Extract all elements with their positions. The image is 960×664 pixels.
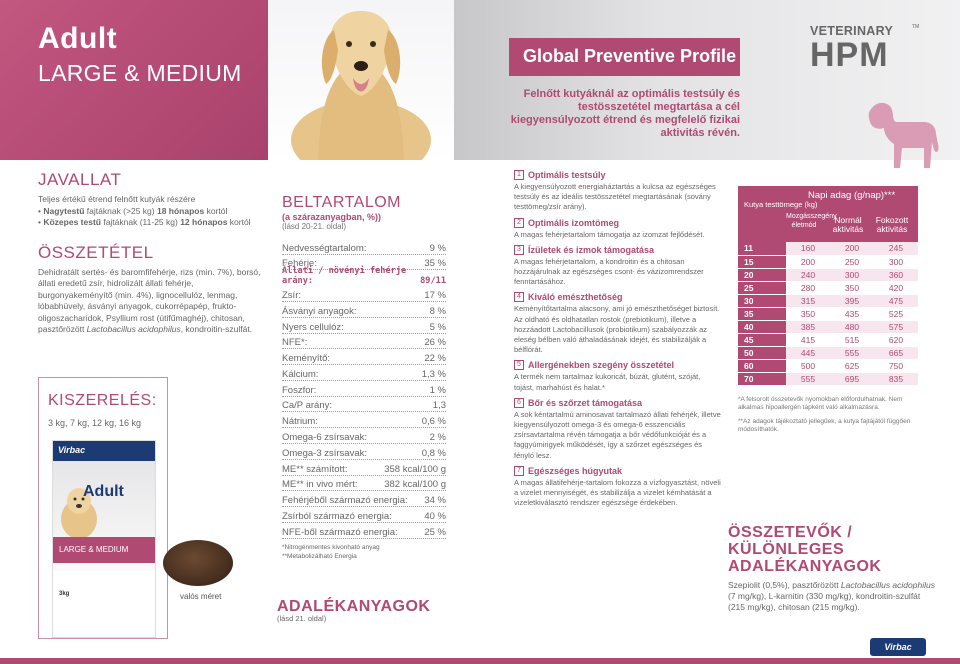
nutrient-row [282,428,446,444]
feeding-table-header [738,186,918,242]
col-norm: Normál aktivitás [832,215,864,234]
nutrient-row [282,318,446,334]
col-napi: Napi adag (g/nap)*** [808,190,896,201]
benefit-number: 5 [514,360,524,370]
profile-description: Felnőtt kutyáknál az optimális testsúly és testösszetétel megtartása a cél kiegyensúlyozott étrend és megfelelő fizikai aktivitás révén. [510,88,740,139]
benefit-title-text: Optimális testsúly [528,170,606,180]
bag-brand: Virbac [58,445,86,455]
nutrient-row [282,507,446,523]
ration-cell: 625 [830,359,874,372]
product-subtitle: LARGE & MEDIUM [38,60,242,86]
osszetevok-text: Szepiolit (0,5%), pasztőrözött Lactobacillus acidophilus (7 mg/kg), L-karnitin (330 mg/kg), kondroitin-szulfát (215 mg/kg), chitosan (215 mg/kg). [728,580,935,612]
nutrient-row [282,381,446,397]
large-dog-silhouette-icon [866,100,942,172]
ration-cell: 245 [874,242,918,255]
ration-cell: 500 [786,359,830,372]
table-note-2: **Az adagok tájékoztató jellegűek, a kutya fajtájától függően módosíthatók. [738,418,911,433]
nutrient-row [282,492,446,508]
nutrient-label: NFE-ből származó energia: [282,526,398,538]
beltartalom-heading: BELTARTALOM [282,194,402,211]
nutrient-label: Nyers cellulóz: [282,321,344,333]
ration-cell: 280 [786,281,830,294]
svg-text:TM: TM [912,24,920,30]
kiszereles-heading: KISZERELÉS: [48,392,157,409]
osszetetel-text: Dehidratált sertés- és baromfifehérje, rizs (min. 7%), borsó, állati eredetű zsír, hidrolizált állati fehérje, burgonyakeményítő (min. 4%), lignocellulóz, lenmag, lóbabhüvely, ásványi anyagok, cukorrépapép, frukto-oligoszacharidok, Psyllium rost (útifűmaghéj), chitosan, pasztőrözött Lactobacillus acidophilus, kondroitin-szulfát. [38,266,261,334]
ration-cell: 420 [874,281,918,294]
nutrient-label: Foszfor: [282,384,317,396]
veterinary-hpm-logo [808,22,920,68]
nutrient-value: 358 kcal/100 g [384,463,446,475]
ration-cell: 200 [830,242,874,255]
weight-cell: 11 [738,242,786,255]
nutrient-value: 22 % [424,353,446,365]
bag-weight: 3kg [59,591,70,597]
benefits-column [514,170,722,508]
ration-cell: 350 [830,281,874,294]
benefit-title-text: Allergénekben szegény összetétel [528,360,675,371]
ration-cell: 750 [874,359,918,372]
ration-cell: 350 [786,307,830,320]
nutrient-row [282,239,446,255]
nutrient-value: 0,8 % [421,447,446,459]
beltartalom-sub: (a szárazanyagban, %)) [282,212,382,222]
benefit-title-text: Egészséges húgyutak [528,465,623,476]
ration-cell: 475 [874,294,918,307]
nutrient-value: 25 % [424,526,446,538]
ration-cell: 665 [874,346,918,359]
product-bag-image [52,440,156,638]
title-panel [0,0,268,160]
feeding-row [738,320,918,333]
nutrient-label: Zsírból származó energia: [282,510,392,522]
ration-cell: 300 [874,255,918,268]
bag-size-label: LARGE & MEDIUM [59,545,129,554]
ration-cell: 415 [786,333,830,346]
col-mozg: Mozgásszegény életmód [786,213,837,229]
kibble-label: valós méret [180,592,222,601]
weight-cell: 20 [738,268,786,281]
nutrient-label: NFE*: [282,337,308,349]
feeding-row [738,242,918,255]
adalekanyagok-heading: ADALÉKANYAGOK [277,598,431,615]
ration-cell: 445 [786,346,830,359]
nutrient-label: Ásványi anyagok: [282,305,357,317]
golden-retriever-image [268,0,454,160]
ration-cell: 515 [830,333,874,346]
ration-cell: 385 [786,320,830,333]
feeding-row [738,307,918,320]
ration-cell: 555 [786,372,830,385]
nutrient-row [282,349,446,365]
col-kutya: Kutya testtömege (kg) [744,200,818,209]
nutrient-row [282,460,446,476]
nutrient-value: 34 % [424,495,446,507]
ration-cell: 575 [874,320,918,333]
feeding-row [738,281,918,294]
weight-cell: 30 [738,294,786,307]
nutrient-label: Nedvességtartalom: [282,242,367,254]
kiszereles-sizes: 3 kg, 7 kg, 12 kg, 16 kg [48,418,142,428]
ration-cell: 555 [830,346,874,359]
benefit-title-text: Optimális izomtömeg [528,217,620,228]
benefit-title [514,292,722,302]
bag-adult-title: Adult [83,483,124,500]
nutrient-value: 8 % [429,305,446,317]
benefit-number: 1 [514,170,524,180]
ration-cell: 395 [830,294,874,307]
nutrient-row [282,523,446,539]
benefit-title [514,360,722,370]
weight-cell: 50 [738,346,786,359]
nutrient-label: Fehérjéből származó energia: [282,495,408,507]
nutrient-row [282,302,446,318]
beltartalom-column [282,194,446,539]
benefit-title [514,398,722,408]
benefit-number: 3 [514,245,524,255]
weight-cell: 60 [738,359,786,372]
nutrient-label: Állati / növényi fehérje arány: [282,266,407,287]
nutrient-row [282,365,446,381]
benefit-text: A magas állatifehérje-tartalom fokozza a vízfogyasztást, növeli a vizelet mennyiségét, és stabilizálja a vizelet kémhatását a vizeletkiválasztó rendszer egészsége érdekében. [514,477,721,508]
osszetetel-heading: ÖSSZETÉTEL [38,242,154,262]
benefit-title [514,218,722,228]
benefit-text: Keményítőtartalma alacsony, ami jó emészthetőséget biztosít. Az oldható és oldhatatlan rostok (prebiotikum), illetve a hozzáadott Lactobacillusok (probiotikum) szabályozzák az eleség bélben való áthaladásának idejét, és stabilizálják a bélflórát. [514,304,720,355]
benefit-number: 6 [514,398,524,408]
benefit-title [514,466,722,476]
javallat-intro: Teljes értékű étrend felnőtt kutyák részére [38,194,196,204]
feeding-table [738,242,918,386]
nutrient-row [282,286,446,302]
benefit-text: A kiegyensúlyozott energiaháztartás a kulcsa az egészséges testsúly és az ideális testösszetétel megtartásának (sovány testtömeg/zsír arány). [514,182,716,212]
javallat-line-medium: • Közepes testű fajtáknak (11-25 kg) 12 hónapos kortól [38,217,251,227]
ration-cell: 525 [874,307,918,320]
nutrient-value: 5 % [429,321,446,333]
product-title: Adult [38,22,118,55]
beltartalom-footnotes [282,543,380,561]
benefit-title-text: Kiváló emészthetőség [528,292,623,303]
ration-cell: 620 [874,333,918,346]
feeding-row [738,255,918,268]
nutrient-row [282,334,446,350]
benefit-title-text: Bőr és szőrzet támogatása [528,397,643,408]
nutrient-label: Keményítő: [282,353,331,365]
ration-cell: 835 [874,372,918,385]
benefit-text: A magas fehérjetartalom támogatja az izomzat fejlődését. [514,229,705,239]
virbac-logo: Virbac [870,638,926,656]
benefit-number: 7 [514,466,524,476]
javallat-heading: JAVALLAT [38,170,122,189]
nutrient-label: Ca/P arány: [282,400,332,412]
benefit-number: 4 [514,292,524,302]
ration-cell: 360 [874,268,918,281]
nutrient-value: 17 % [424,289,446,301]
profile-bar: Global Preventive Profile [509,38,740,76]
footnote-me: **Metabolizálható Energia [282,553,357,560]
nutrient-label: Kálcium: [282,368,319,380]
feeding-row [738,359,918,372]
nutrient-value: 35 % [424,258,446,270]
footnote-nfe: *Nitrogénmentes kivonható anyag [282,544,380,551]
weight-cell: 45 [738,333,786,346]
feeding-row [738,346,918,359]
kibble-image [163,540,233,586]
benefit-text: A magas fehérjetartalom, a kondroitin és a chitosan hozzájárulnak az egészséges csont- és vázizomrendszer fenntartásához. [514,256,704,287]
nutrient-value: 40 % [424,510,446,522]
nutrient-label: ME** in vivo mért: [282,479,358,491]
nutrient-value: 1,3 % [421,368,446,380]
nutrient-value: 9 % [429,242,446,254]
weight-cell: 40 [738,320,786,333]
nutrient-row [282,444,446,460]
nutrient-list [282,239,446,539]
nutrient-label: Fehérje: [282,258,317,270]
benefit-text: A termék nem tartalmaz kukoricát, búzát, glutént, szóját, tojást, marhahúst és halat.* [514,372,701,392]
header-banner [0,0,960,160]
nutrient-value: 26 % [424,337,446,349]
ration-cell: 200 [786,255,830,268]
feeding-row [738,294,918,307]
svg-text:HPM: HPM [810,36,889,68]
nutrient-row [282,476,446,492]
nutrient-row [282,266,446,287]
weight-cell: 15 [738,255,786,268]
adalekanyagok-note: (lásd 21. oldal) [277,614,327,623]
benefit-title [514,170,722,180]
ration-cell: 250 [830,255,874,268]
nutrient-label: Nátrium: [282,416,318,428]
ration-cell: 300 [830,268,874,281]
nutrient-value: 382 kcal/100 g [384,479,446,491]
benefit-title [514,245,722,255]
nutrient-row [282,397,446,413]
nutrient-label: ME** számított: [282,463,348,475]
ration-cell: 240 [786,268,830,281]
table-note-1: *A felsorolt összetevők nyomokban előfordulhatnak. Nem alkalmas hipoallergén tápként való alkalmazásra. [738,396,903,411]
nutrient-label: Omega-6 zsírsavak: [282,431,367,443]
weight-cell: 35 [738,307,786,320]
feeding-row [738,372,918,385]
left-column [38,170,270,336]
nutrient-value: 89/11 [420,276,446,287]
benefit-text: A sok kéntartalmú aminosavat tartalmazó állati fehérjék, illetve kiegyensúlyozott omega-3 és omega-6 esszenciális zsírsavtartalma révén támogatja a bőr védőfunkcióját és a faggyúmirigyek működését, így a szőrzet egészséges és fényló lesz. [514,409,721,460]
ration-cell: 315 [786,294,830,307]
nutrient-label: Omega-3 zsírsavak: [282,447,367,459]
benefit-title-text: Ízületek és izmok támogatása [528,244,655,255]
beltartalom-note: (lásd 20-21. oldal) [282,222,347,231]
ration-cell: 435 [830,307,874,320]
nutrient-row [282,413,446,429]
weight-cell: 25 [738,281,786,294]
nutrient-value: 1 % [429,384,446,396]
feeding-row [738,333,918,346]
ration-cell: 480 [830,320,874,333]
bottom-rule [0,658,960,664]
weight-cell: 70 [738,372,786,385]
nutrient-value: 0,6 % [421,416,446,428]
col-fok: Fokozott aktivitás [875,215,909,234]
dog-photo [268,0,454,160]
ration-cell: 160 [786,242,830,255]
benefit-number: 2 [514,218,524,228]
nutrient-label: Zsír: [282,289,301,301]
osszetevok-heading: ÖSSZETEVŐK / KÜLÖNLEGES ADALÉKANYAGOK [728,524,882,575]
javallat-line-large: • Nagytestű fajtáknak (>25 kg) 18 hónapos kortól [38,205,228,216]
svg-text:VETERINARY: VETERINARY [810,24,894,38]
ration-cell: 695 [830,372,874,385]
nutrient-value: 2 % [429,431,446,443]
nutrient-value: 1,3 [432,400,446,412]
feeding-table-notes [738,396,928,434]
feeding-row [738,268,918,281]
